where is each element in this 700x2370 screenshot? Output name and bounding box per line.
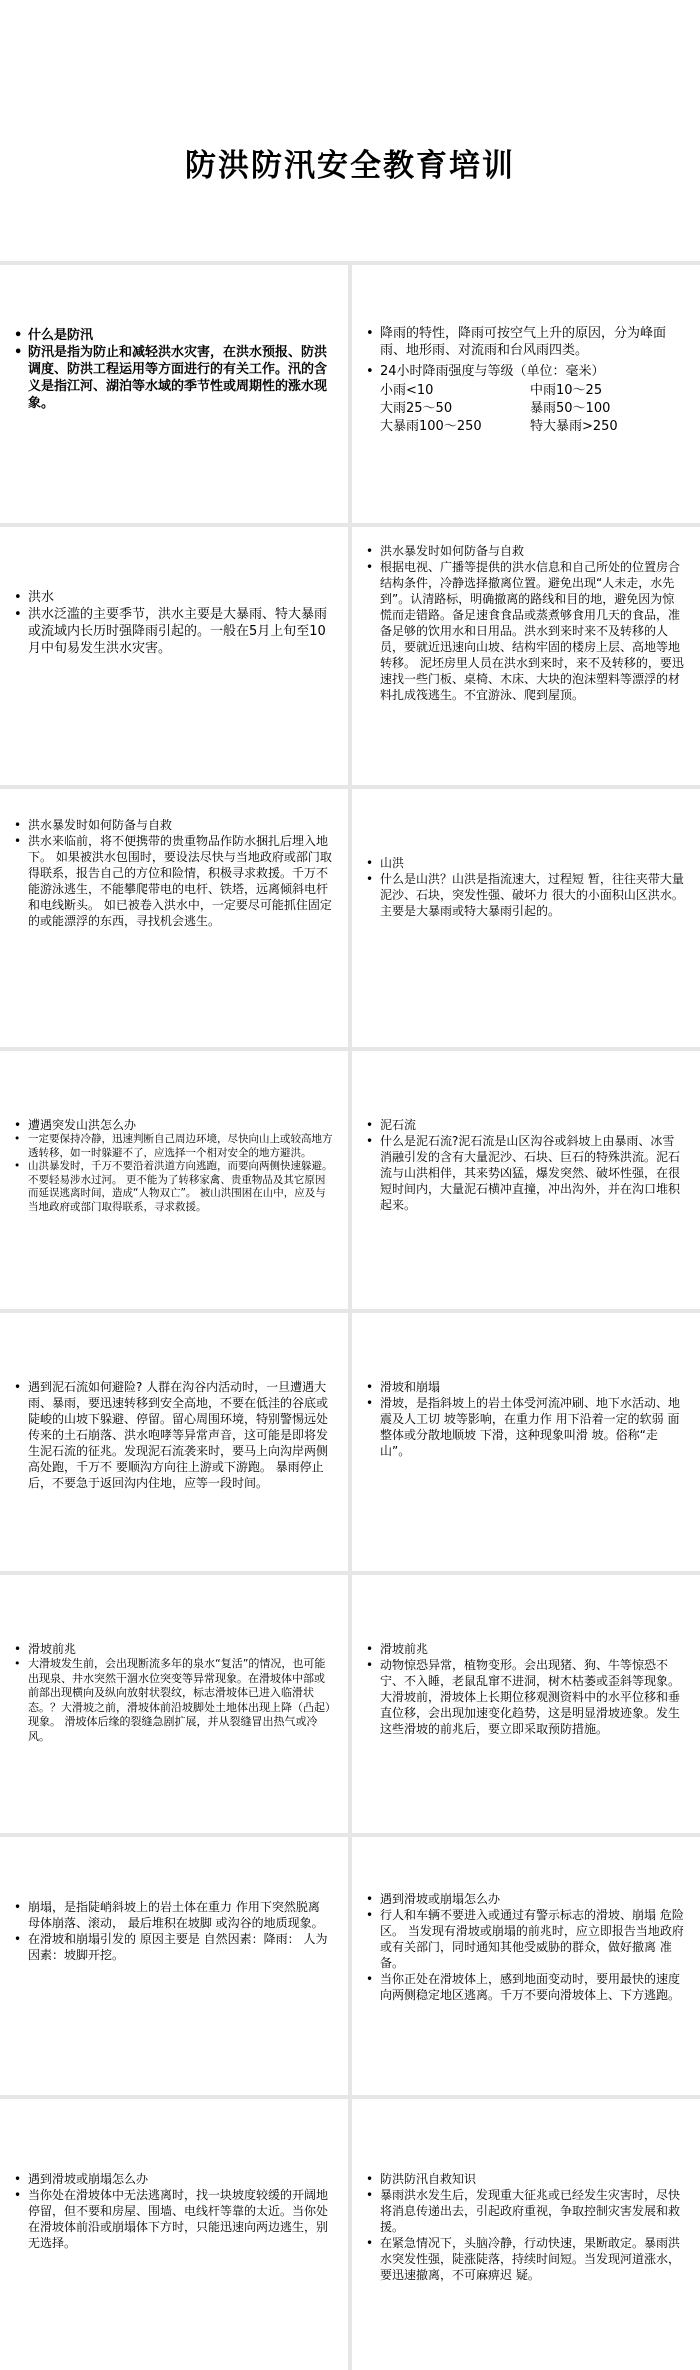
slide-flood (0, 527, 348, 785)
list-item: • 根据电视、广播等提供的洪水信息和自己所处的位置房合结构条件，冷静选择撤离位置。避免出现“人未走，水先到”。认清路标，明确撤离的路线和目的地，避免因为惊慌而走错路。备足速食食品或蒸煮够食用几天的食品，准备足够的饮用水和日用品。洪水到来时来不及转移的人员，要就近迅速向山坡、结构牢固的楼房上层、高地等地转移。 泥坯房里人员在洪水到来时，来不及转移的，要迅速找一些门板、桌椅、木床、大块的泡沫塑料等漂浮的材料扎成筏逃生。不宜游泳、爬到屋顶。 (366, 559, 686, 703)
list-item: • 遇到泥石流如何避险? 人群在沟谷内活动时，一旦遭遇大雨、暴雨，要迅速转移到安全高地，不要在低洼的谷底或陡峻的山坡下躲避、停留。留心周围环境，特别警惕远处传来的土石崩落、洪水咆哮等异常声音，这可能是即将发生泥石流的征兆。发现泥石流袭来时，要马上向沟岸两侧高处跑，千万不 要顺沟方向往上游或下游跑。 暴雨停止后，不要急于返回沟内住地，应等一段时间。 (14, 1379, 334, 1491)
list-item: • 当你处在滑坡体中无法逃离时，找一块坡度较缓的开阔地停留，但不要和房屋、围墙、电线杆等靠的太近。当你处在滑坡体前沿或崩塌体下方时，只能迅速向两边逃生，别无选择。 (14, 2187, 334, 2251)
list-item: • 什么是泥石流?泥石流是山区沟谷或斜坡上由暴雨、冰雪消融引发的含有大量泥沙、石块、巨石的特殊洪流。泥石流与山洪相伴，其来势凶猛，爆发突然、破坏性强，在很短时间内，大量泥石横冲直撞，冲出沟外，并在沟口堆积起来。 (366, 1133, 686, 1213)
list-item: • 什么是山洪？山洪是指流速大，过程短 暂，往往夹带大量泥沙、石块，突发性强、破坏力 很大的小面积山区洪水。主要是大暴雨或特大暴雨引起的。 (366, 871, 686, 919)
list-item: • 泥石流 (366, 1117, 686, 1133)
slide-landslide-signs-2 (352, 1575, 700, 1833)
list-item: • 动物惊恐异常，植物变形。会出现猪、狗、牛等惊恐不宁、不入睡，老鼠乱窜不进洞，树木枯萎或歪斜等现象。大滑坡前，滑坡体上长期位移观测资料中的水平位移和垂直位移，会出现加速变化趋势，这是明显滑坡迹象。发生这些滑坡的前兆后，要立即采取预防措施。 (366, 1657, 686, 1737)
slide-landslide-response-2 (0, 2099, 348, 2370)
list-item: • 在紧急情况下，头脑冷静，行动快速，果断敢定。暴雨洪水突发性强，陡涨陡落，持续时间短。当发现河道涨水，要迅速撤离，不可麻痹迟 疑。 (366, 2235, 686, 2283)
list-item: • 遭遇突发山洪怎么办 (14, 1117, 334, 1133)
slide-debris-flow (352, 1051, 700, 1309)
list-item: • 滑坡，是指斜坡上的岩土体受河流冲刷、地下水活动、地震及人工切 坡等影响，在重力作 用下沿着一定的软弱 面整体或分散地顺坡 下滑，这种现象叫滑 坡。俗称“走山”。 (366, 1395, 686, 1459)
list-item: • 防汛是指为防止和减轻洪水灾害，在洪水预报、防洪调度、防洪工程运用等方面进行的有关工作。汛的含义是指江河、湖泊等水域的季节性或周期性的涨水现象。 (14, 344, 334, 412)
list-item: • 一定要保持冷静，迅速判断自己周边环境，尽快向山上或较高地方透转移，如一时躲避不了，应选择一个相对安全的地方避洪。 (14, 1133, 334, 1160)
table-row: 大暴雨100～250 特大暴雨>250 (380, 419, 618, 434)
slide-debris-flow-avoid (0, 1313, 348, 1571)
table-row: 小雨<10 中雨10～25 (380, 383, 603, 398)
list-item: • 洪水来临前，将不便携带的贵重物品作防水捆扎后埋入地下。 如果被洪水包围时，要设法尽快与当地政府或部门取得联系，报告自己的方位和险情，积极寻求救援。千万不能游泳逃生，不能攀爬带电的电杆、铁塔，远离倾斜电杆和电线断头。 如已被卷入洪水中，一定要尽可能抓住固定的或能漂浮的东西，寻找机会逃生。 (14, 833, 334, 929)
rainfall-table (366, 382, 686, 436)
list-item: • 遇到滑坡或崩塌怎么办 (14, 2171, 334, 2187)
slide-flood-self-rescue-2 (0, 789, 348, 1047)
slide-landslide-response-1 (352, 1837, 700, 2095)
slide-rainfall-scale (352, 265, 700, 523)
slide-what-is-flood-control (0, 265, 348, 523)
list-item: • 洪水暴发时如何防备与自救 (14, 817, 334, 833)
list-item: • 24小时降雨强度与等级（单位：毫米） (366, 363, 686, 380)
list-item: • 当你正处在滑坡体上，感到地面变动时，要用最快的速度向两侧稳定地区逃离。千万不要向滑坡体上、下方逃跑。 (366, 1971, 686, 2003)
list-item: • 什么是防汛 (14, 327, 334, 344)
list-item: • 洪水暴发时如何防备与自救 (366, 543, 686, 559)
page-title: 防洪防汛安全教育培训 (185, 148, 515, 184)
slide-collapse-definition (0, 1837, 348, 2095)
list-item: • 山洪暴发时，千万不要沿着洪道方向逃跑，而要向两侧快速躲避。不要轻易涉水过河。 更不能为了转移家禽、贵重物品及其它原因而延误逃离时间，造成“人物双亡”。 被山洪围困在山中，应及与当地政府或部门取得联系，寻求救援。 (14, 1160, 334, 1214)
list-item: • 大滑坡发生前，会出现断流多年的泉水“复活”的情况，也可能出现泉、井水突然干涸水位突变等异常现象。在滑坡体中部或前部出现横向及纵向放射状裂纹，标志滑坡体已进入临滑状态。？大滑坡之前，滑坡体前沿坡脚处土地体出现上降（凸起）现象。 滑坡体后缘的裂缝急剧扩展，并从裂缝冒出热气或冷风。 (14, 1657, 334, 1744)
list-item: • 滑坡和崩塌 (366, 1379, 686, 1395)
list-item: • 洪水 (14, 589, 334, 606)
slide-mountain-torrent (352, 789, 700, 1047)
slide-flood-self-rescue-1 (352, 527, 700, 785)
list-item: • 在滑坡和崩塌引发的 原因主要是 自然因素：降雨： 人为因素：坡脚开挖。 (14, 1931, 334, 1963)
list-item: • 滑坡前兆 (14, 1641, 334, 1657)
slide-landslide-signs-1 (0, 1575, 348, 1833)
slide-self-rescue-knowledge (352, 2099, 700, 2370)
slide-landslide-collapse (352, 1313, 700, 1571)
slide-torrent-response (0, 1051, 348, 1309)
list-item: • 防洪防汛自救知识 (366, 2171, 686, 2187)
list-item: • 降雨的特性，降雨可按空气上升的原因，分为峰面雨、地形雨、对流雨和台风雨四类。 (366, 325, 686, 359)
table-row: 大雨25～50 暴雨50～100 (380, 401, 611, 416)
list-item: • 暴雨洪水发生后，发现重大征兆或已经发生灾害时，尽快将消息传递出去，引起政府重视，争取控制灾害发展和救援。 (366, 2187, 686, 2235)
list-item: • 山洪 (366, 855, 686, 871)
title-slide (0, 0, 700, 261)
list-item: • 崩塌，是指陡峭斜坡上的岩土体在重力 作用下突然脱离 母体崩落、滚动， 最后堆积在坡脚 或沟谷的地质现象。 (14, 1899, 334, 1931)
list-item: • 遇到滑坡或崩塌怎么办 (366, 1891, 686, 1907)
list-item: • 滑坡前兆 (366, 1641, 686, 1657)
list-item: • 洪水泛滥的主要季节，洪水主要是大暴雨、特大暴雨或流域内长历时强降雨引起的。一般在5月上旬至10月中旬易发生洪水灾害。 (14, 606, 334, 657)
list-item: • 行人和车辆不要进入或通过有警示标志的滑坡、崩塌 危险区。 当发现有滑坡或崩塌的前兆时，应立即报告当地政府 或有关部门，同时通知其他受威胁的群众，做好撤离 准备。 (366, 1907, 686, 1971)
